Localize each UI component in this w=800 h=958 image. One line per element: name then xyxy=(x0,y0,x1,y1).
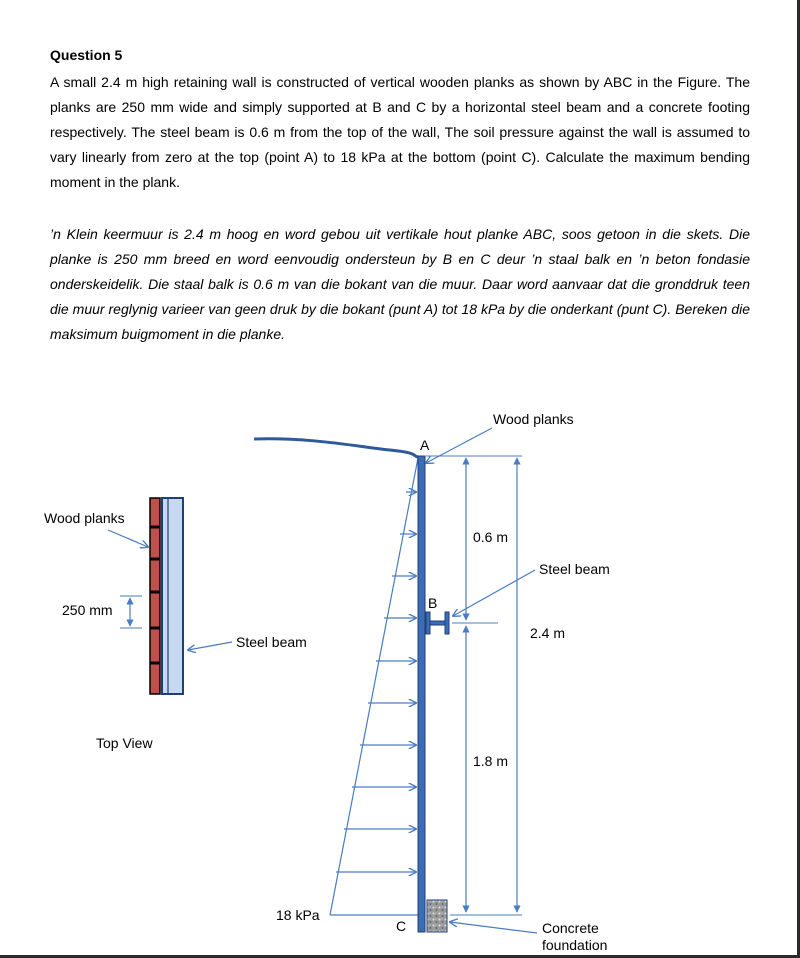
top-view xyxy=(44,498,307,751)
point-a-label: A xyxy=(420,437,430,453)
point-c-label: C xyxy=(396,918,407,934)
side-wood-planks-label: Wood planks xyxy=(493,411,574,427)
top-steel-beam-leader xyxy=(188,642,232,650)
wall-plank xyxy=(418,456,425,932)
side-view xyxy=(254,411,610,953)
pressure-diagram xyxy=(330,458,418,915)
dim-bottom-label: 1.8 m xyxy=(473,753,509,769)
top-view-caption: Top View xyxy=(96,735,153,751)
plank-stack xyxy=(150,498,160,694)
side-wood-planks-leader xyxy=(426,428,492,463)
side-steel-beam-label: Steel beam xyxy=(539,561,610,577)
foundation-label-line2: foundation xyxy=(542,937,608,953)
foundation-leader xyxy=(450,922,537,933)
top-width-label: 250 mm xyxy=(62,602,113,618)
pressure-label: 18 kPa xyxy=(276,907,320,923)
dim-top-label: 0.6 m xyxy=(473,529,509,545)
side-steel-beam-leader xyxy=(453,570,535,616)
top-steel-beam-label: Steel beam xyxy=(236,634,307,650)
top-width-dimension xyxy=(120,596,142,628)
steel-beam-section xyxy=(426,612,449,634)
question-text-afrikaans: ’n Klein keermuur is 2.4 m hoog en word gebou uit vertikale hout planke ABC, soos getoon in die skets. Die planke is 250 mm breed en word eenvoudig ondersteun by B en C deur ’n staal balk en ’n beton fondasie onderskeidelik. Die staal balk is 0.6 m van die bokant van die muur. Daar word aanvaar dat die gronddruk teen die muur reglynig varieer van geen druk by die bokant (punt A) tot 18 kPa by die onderkant (punt C). Bereken die maksimum buigmoment in die planke. xyxy=(50,226,750,342)
point-b-label: B xyxy=(428,595,438,611)
dim-total-label: 2.4 m xyxy=(530,625,566,641)
question-text-english: A small 2.4 m high retaining wall is constructed of vertical wooden planks as shown by ABC in the Figure. The planks are 250 mm wide and simply supported at B and C by a horizontal steel beam and a concrete footing respectively. The steel beam is 0.6 m from the top of the wall, The soil pressure against the wall is assumed to vary linearly from zero at the top (point A) to 18 kPa at the bottom (point C). Calculate the maximum bending moment in the plank. xyxy=(50,74,750,190)
top-wood-planks-label: Wood planks xyxy=(44,510,125,526)
steel-beam-top xyxy=(162,498,183,694)
top-wood-planks-leader xyxy=(108,530,148,547)
foundation-label-line1: Concrete xyxy=(542,920,599,936)
concrete-foundation xyxy=(427,900,447,932)
ground-surface xyxy=(254,439,418,457)
question-title: Question 5 xyxy=(50,47,123,63)
